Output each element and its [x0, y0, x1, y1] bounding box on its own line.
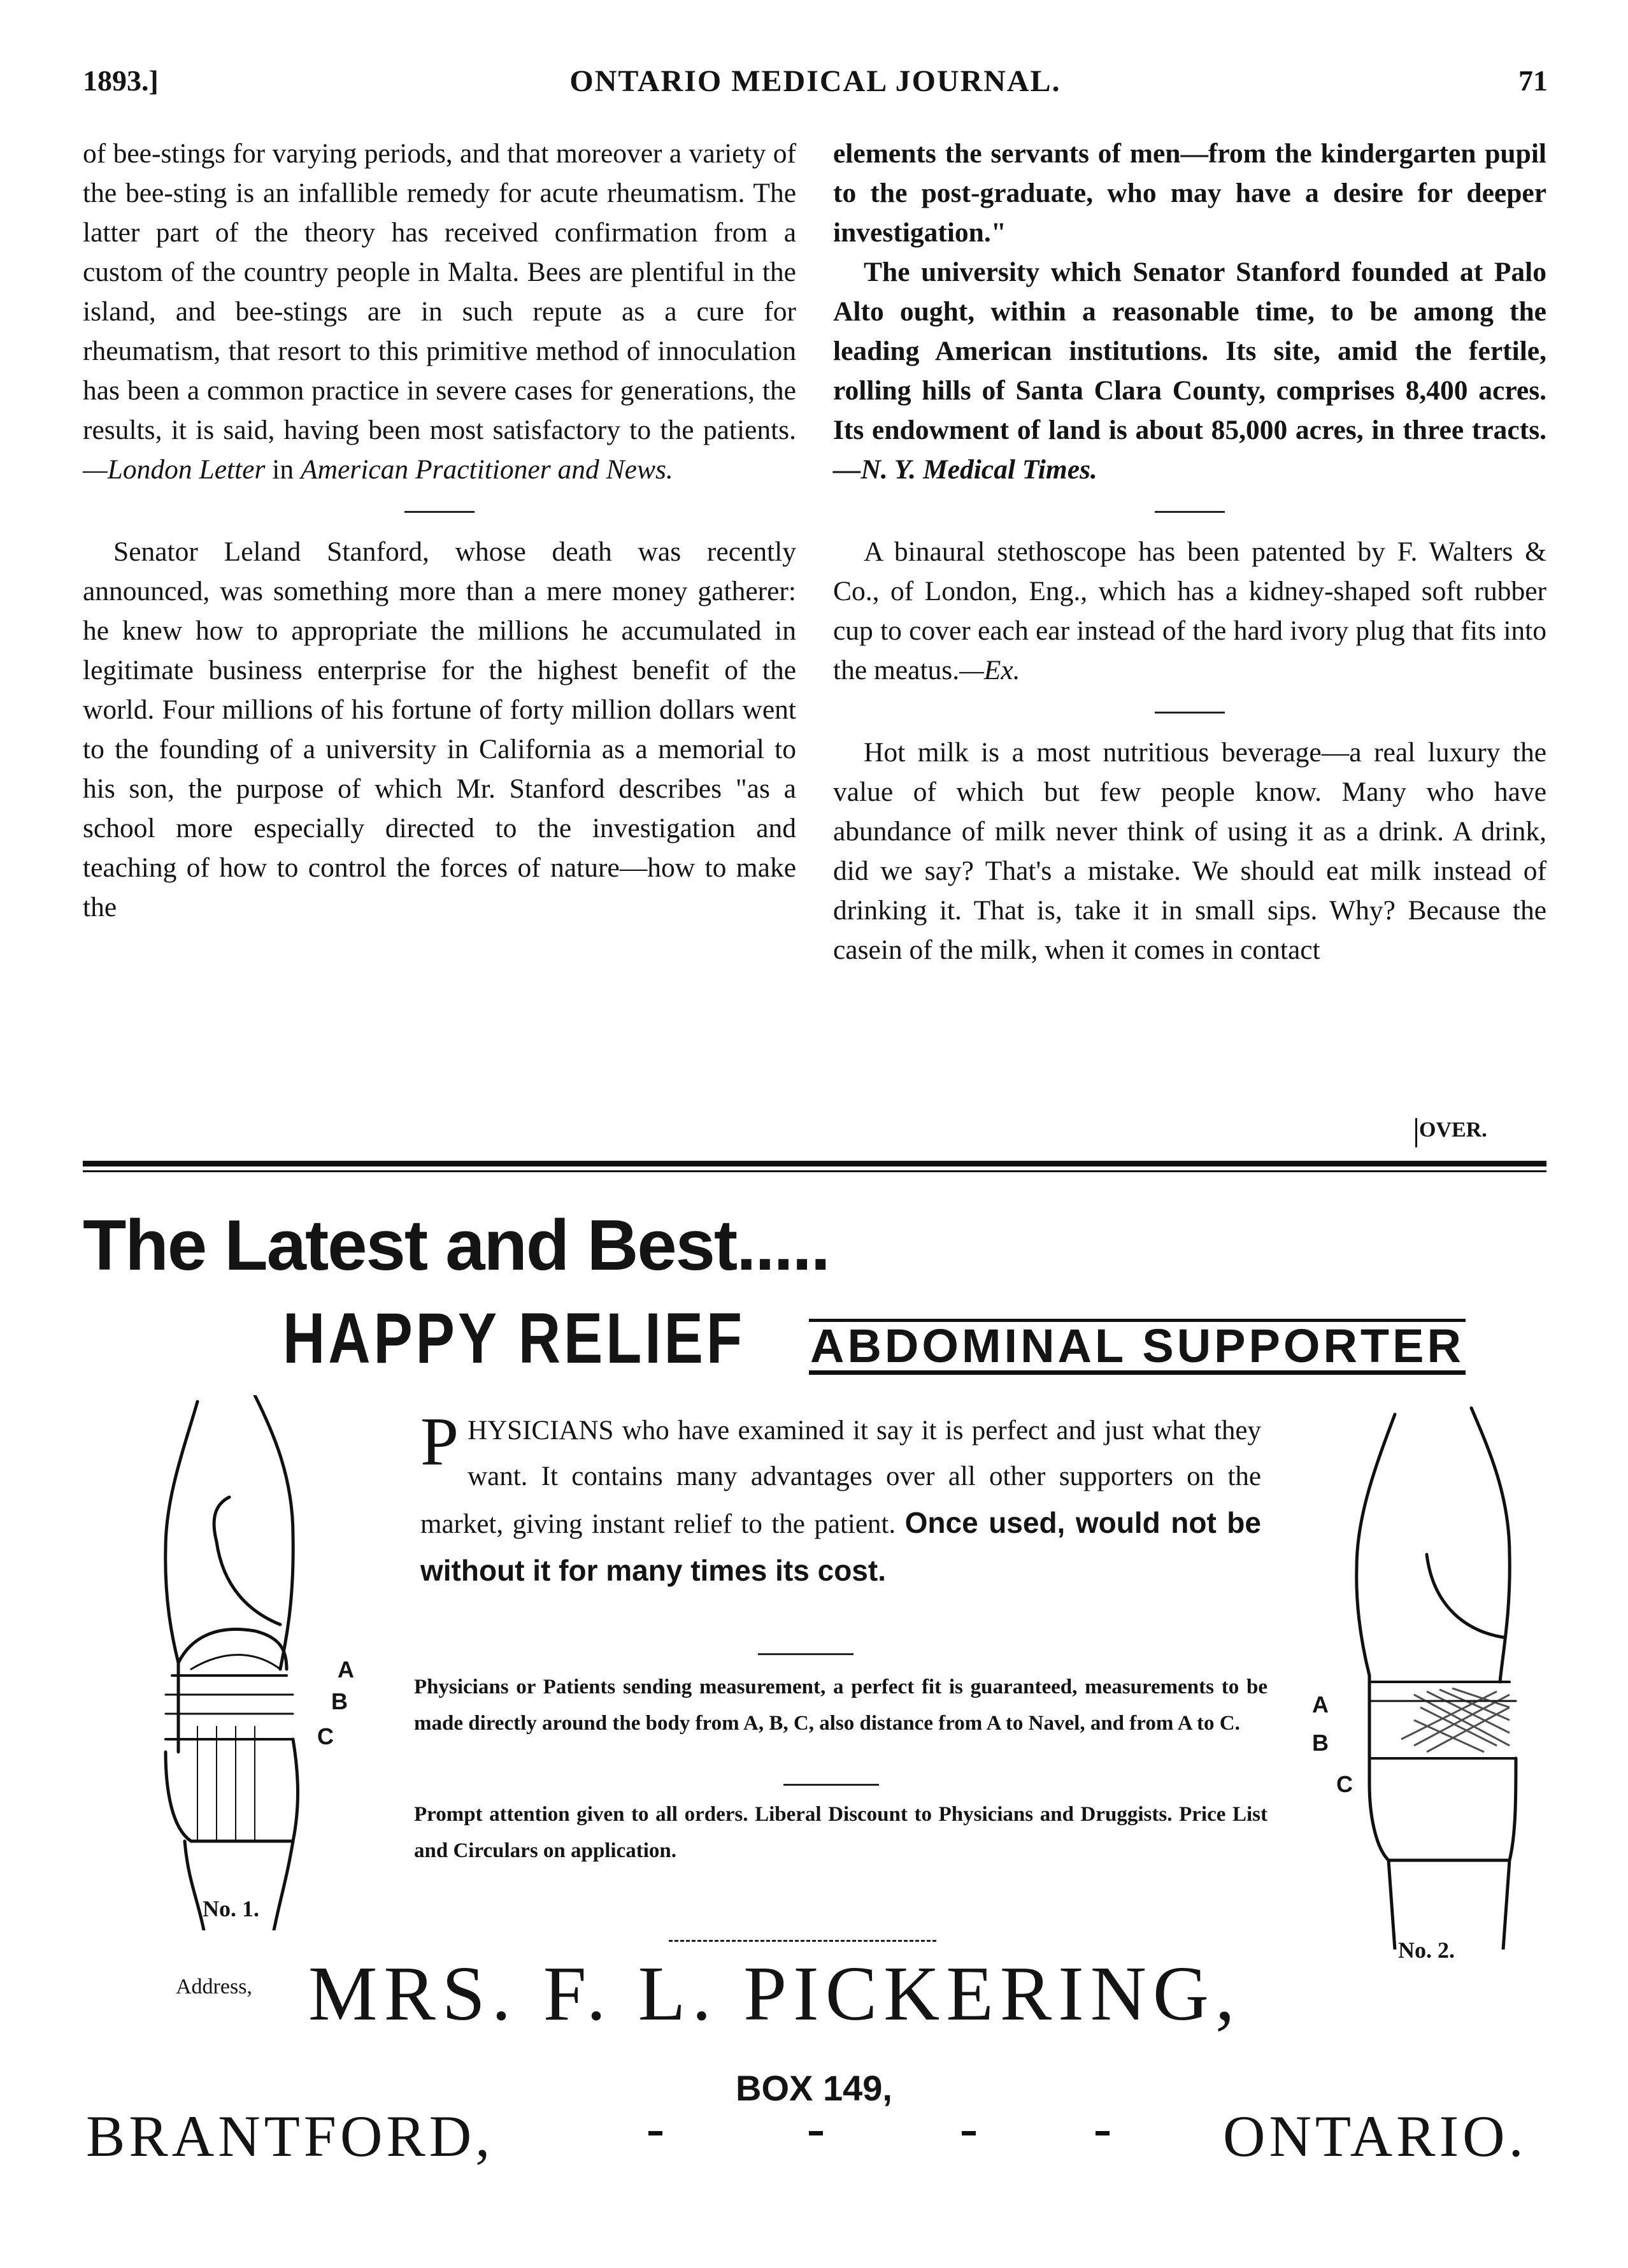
page-number: 71	[1518, 64, 1548, 97]
product-name: HAPPY RELIEF	[283, 1298, 745, 1378]
body-text: who have examined it say it is perfect and just what they want. It contains many advantages over all other supporters on the market, giving instant relief to the patient.	[420, 1416, 1261, 1539]
article-separator	[1155, 712, 1225, 714]
section-rule	[83, 1161, 1546, 1166]
article-separator	[1155, 511, 1225, 513]
bee-sting-text: of bee-stings for varying periods, and that moreover a variety of the bee-sting is an infallible remedy for acute rheumatism. The latter part of the theory has received confirmation from a custom of the country people in Malta. Bees are plentiful in the island, and bee-stings are in such repute as a cure for rheumatism, that resort to this primitive method of innoculation has been a common practice in severe cases for generations, the results, it is said, having been most satisfactory to the patients.	[83, 138, 796, 445]
ad-separator-dashed	[669, 1940, 936, 1942]
supporter-figure-1	[127, 1395, 395, 1930]
left-column	[83, 134, 796, 927]
journal-title: ONTARIO MEDICAL JOURNAL.	[569, 64, 1061, 98]
po-box: BOX 149,	[736, 2068, 892, 2108]
order-notice: Prompt attention given to all orders. Liberal Discount to Physicians and Druggists. Price List and Circulars on application.	[414, 1803, 1267, 1862]
fig1-label-c: C	[317, 1723, 334, 1749]
stethoscope-source: —Ex.	[959, 655, 1020, 685]
fig1-label-a: A	[338, 1656, 354, 1683]
fig1-caption: No. 1.	[203, 1896, 259, 1921]
supporter-figure-2	[1318, 1402, 1573, 1949]
dash	[648, 2131, 662, 2135]
fig2-label-a: A	[1312, 1691, 1329, 1718]
drop-cap: P	[420, 1404, 459, 1480]
product-subtitle: ABDOMINAL SUPPORTER	[809, 1319, 1466, 1375]
dash	[1096, 2131, 1110, 2135]
ad-headline: The Latest and Best.....	[83, 1205, 829, 1285]
fig2-label-c: C	[1336, 1771, 1353, 1797]
ad-body	[420, 1404, 1261, 1595]
stanford-article: Senator Leland Stanford, whose death was recently announced, was something more than a mere money gatherer: he knew how to appropriate the millions he accumulated in legitimate business enterprise for the highest benefit of the world. Four millions of his fortune of forty million dollars went to the founding of a university in California as a memorial to his son, the purpose of which Mr. Stanford describes "as a school more especially directed to the investigation and teaching of how to control the forces of nature—how to make the	[83, 536, 796, 922]
source-connector: in	[265, 454, 301, 485]
fig2-caption: No. 2.	[1398, 1937, 1455, 1963]
stanford-continued: elements the servants of men—from the kindergarten pupil to the post-graduate, who may have a desire for deeper investigation."	[833, 138, 1546, 248]
stethoscope-article	[833, 532, 1546, 690]
university-text: The university which Senator Stanford founded at Palo Alto ought, within a reasonable time, to be among the leading American institutions. Its site, amid the fertile, rolling hills of Santa Clara County, comprises 8,400 acres. Its endowment of land is about 85,000 acres, in three tracts.	[833, 257, 1546, 445]
bee-sting-article	[83, 134, 796, 489]
bee-sting-source: —London Letter	[83, 454, 266, 485]
measurement-notice: Physicians or Patients sending measurement, a perfect fit is guaranteed, measurements to be made directly around the body from A, B, C, also distance from A to Navel, and from A to C.	[414, 1676, 1267, 1735]
bee-sting-source-journal: American Practitioner and News.	[301, 454, 673, 485]
university-source: —N. Y. Medical Times.	[833, 454, 1097, 485]
section-rule-thin	[83, 1170, 1546, 1172]
dash	[962, 2131, 976, 2135]
ad-separator	[783, 1784, 879, 1786]
right-column	[833, 134, 1546, 970]
hot-milk-article: Hot milk is a most nutritious beverage—a real luxury the value of which but few people know. Many who have abundance of milk never think of using it as a drink. A drink, did we say? That's a mistake. We should eat milk instead of drinking it. That is, take it in small sips. Why? Because the casein of the milk, when it comes in contact	[833, 737, 1546, 965]
fig1-label-b: B	[331, 1688, 348, 1714]
over-label: OVER.	[1419, 1118, 1487, 1142]
page-header	[83, 64, 1548, 108]
over-bracket	[1415, 1118, 1417, 1147]
university-article	[833, 252, 1546, 489]
ad-separator	[758, 1653, 853, 1655]
province: ONTARIO.	[1223, 2104, 1527, 2169]
header-year: 1893.]	[83, 64, 159, 97]
body-smallcaps: HYSICIANS	[468, 1416, 614, 1446]
city: BRANTFORD,	[86, 2104, 494, 2169]
advertiser-name: MRS. F. L. PICKERING,	[308, 1951, 1241, 2037]
dash	[809, 2131, 823, 2135]
body-emphasis: Once used, would not be without it for many times its cost.	[420, 1506, 1261, 1587]
stethoscope-text: A binaural stethoscope has been patented by F. Walters & Co., of London, Eng., which has a kidney-shaped soft rubber cup to cover each ear instead of the hard ivory plug that fits into the meatus.	[833, 536, 1546, 685]
fig2-label-b: B	[1312, 1730, 1329, 1756]
article-separator	[404, 511, 475, 513]
address-label: Address,	[176, 1975, 252, 1999]
